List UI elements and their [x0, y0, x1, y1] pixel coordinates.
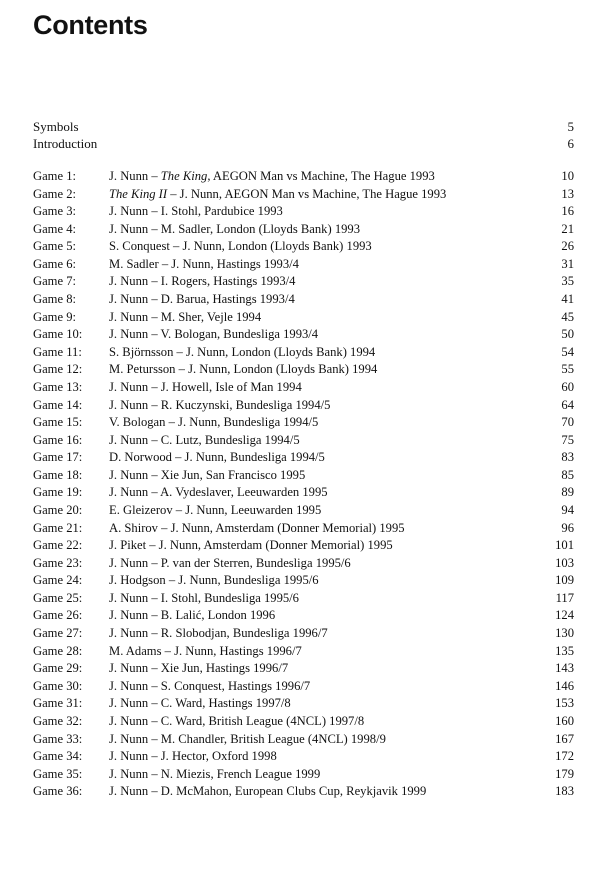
game-number: Game 5: [33, 239, 77, 254]
game-page-number: 109 [555, 573, 574, 588]
game-description [109, 432, 300, 450]
front-matter-list [33, 118, 574, 152]
game-description [109, 625, 328, 643]
game-number: Game 11: [33, 344, 82, 359]
game-description [109, 537, 393, 555]
game-number: Game 9: [33, 309, 77, 324]
toc-entry-game[interactable] [33, 256, 574, 274]
game-description [109, 397, 330, 415]
game-description [109, 695, 291, 713]
game-number: Game 18: [33, 467, 83, 482]
toc-entry-game[interactable] [33, 291, 574, 309]
game-number: Game 16: [33, 432, 83, 447]
game-description [109, 572, 319, 590]
game-description [109, 484, 328, 502]
game-number: Game 27: [33, 626, 83, 641]
game-description-text: A. Shirov – J. Nunn, Amsterdam (Donner Memorial) 1995 [109, 520, 405, 535]
game-number: Game 26: [33, 608, 83, 623]
game-description-text: J. Nunn – J. Hector, Oxford 1998 [109, 749, 277, 764]
game-description-text: D. Norwood – J. Nunn, Bundesliga 1994/5 [109, 450, 325, 465]
toc-entry-game[interactable] [33, 537, 574, 555]
game-description [109, 713, 364, 731]
game-number: Game 30: [33, 678, 83, 693]
game-page-number: 26 [561, 239, 574, 254]
game-description-text: , AEGON Man vs Machine, The Hague 1993 [207, 169, 435, 183]
toc-entry-game[interactable] [33, 555, 574, 573]
game-page-number: 167 [555, 731, 574, 746]
toc-entry-game[interactable] [33, 713, 574, 731]
game-description [109, 414, 318, 432]
game-page-number: 75 [561, 432, 574, 447]
game-number: Game 1: [33, 169, 77, 183]
game-number: Game 14: [33, 397, 83, 412]
game-page-number: 183 [555, 784, 574, 799]
toc-entry-game[interactable] [33, 766, 574, 784]
game-description [109, 783, 426, 801]
game-page-number: 60 [561, 379, 574, 394]
toc-entry-game[interactable] [33, 607, 574, 625]
game-description [109, 168, 435, 186]
game-description-text: J. Nunn – R. Slobodjan, Bundesliga 1996/7 [109, 626, 328, 641]
game-number: Game 8: [33, 292, 77, 307]
toc-entry-game[interactable] [33, 502, 574, 520]
game-page-number: 16 [561, 204, 574, 219]
game-page-number: 45 [561, 309, 574, 324]
game-page-number: 41 [561, 292, 574, 307]
game-description [109, 731, 386, 749]
game-number: Game 3: [33, 204, 77, 219]
game-number: Game 36: [33, 784, 83, 799]
game-page-number: 101 [555, 538, 574, 553]
game-description [109, 520, 405, 538]
game-description [109, 607, 275, 625]
toc-entry-game[interactable] [33, 397, 574, 415]
toc-entry-game[interactable] [33, 326, 574, 344]
toc-entry-game[interactable] [33, 186, 574, 204]
game-page-number: 31 [561, 256, 574, 271]
game-page-number: 146 [555, 678, 574, 693]
toc-entry-game[interactable] [33, 643, 574, 661]
game-description-text: J. Nunn – B. Lalić, London 1996 [109, 608, 276, 623]
game-description-text: J. Nunn – D. Barua, Hastings 1993/4 [109, 292, 295, 307]
game-page-number: 124 [555, 608, 574, 623]
toc-entry-game[interactable] [33, 309, 574, 327]
game-description-text: J. Nunn – M. Sher, Vejle 1994 [109, 309, 262, 324]
game-page-number: 160 [555, 713, 574, 728]
game-number: Game 24: [33, 573, 83, 588]
game-page-number: 172 [555, 749, 574, 764]
game-description [109, 273, 295, 291]
toc-entry-game[interactable] [33, 221, 574, 239]
game-description-text: J. Nunn – J. Howell, Isle of Man 1994 [109, 379, 302, 394]
game-page-number: 153 [555, 696, 574, 711]
game-description [109, 256, 299, 274]
game-description [109, 379, 302, 397]
game-number: Game 23: [33, 555, 83, 570]
game-description-text: J. Nunn – C. Ward, British League (4NCL) 1997/8 [109, 713, 365, 728]
game-description-text: J. Nunn – P. van der Sterren, Bundesliga 1995/6 [109, 555, 351, 570]
game-description [109, 309, 261, 327]
game-description [109, 326, 318, 344]
game-description [109, 555, 351, 573]
game-description-text: J. Nunn – N. Miezis, French League 1999 [109, 766, 321, 781]
game-description-text: S. Björnsson – J. Nunn, London (Lloyds Bank) 1994 [109, 344, 376, 359]
game-number: Game 17: [33, 450, 83, 465]
toc-entry-game[interactable] [33, 238, 574, 256]
game-description [109, 221, 360, 239]
game-description-text: J. Nunn – I. Stohl, Bundesliga 1995/6 [109, 590, 299, 605]
game-number: Game 12: [33, 362, 83, 377]
game-number: Game 22: [33, 538, 83, 553]
game-number: Game 29: [33, 661, 83, 676]
game-description-text: J. Nunn – R. Kuczynski, Bundesliga 1994/5 [109, 397, 331, 412]
game-description [109, 748, 277, 766]
game-description [109, 590, 299, 608]
game-page-number: 54 [561, 344, 574, 359]
game-page-number: 21 [561, 221, 574, 236]
game-number: Game 31: [33, 696, 83, 711]
game-description-text: M. Sadler – J. Nunn, Hastings 1993/4 [109, 256, 299, 271]
game-page-number: 55 [561, 362, 574, 377]
toc-entry-game[interactable] [33, 678, 574, 696]
toc-entry-introduction[interactable] [33, 135, 574, 152]
game-page-number: 179 [555, 766, 574, 781]
toc-entry-game[interactable] [33, 572, 574, 590]
toc-entry-page: 6 [567, 136, 574, 151]
toc-entry-game[interactable] [33, 361, 574, 379]
game-description [109, 291, 295, 309]
toc-entry-game[interactable] [33, 432, 574, 450]
game-description [109, 344, 375, 362]
game-description [109, 502, 321, 520]
toc-entry-game[interactable] [33, 590, 574, 608]
toc-entry-game[interactable] [33, 695, 574, 713]
toc-entry-label: Introduction [33, 136, 98, 151]
page-title: Contents [33, 10, 148, 40]
game-description-text: J. Hodgson – J. Nunn, Bundesliga 1995/6 [109, 573, 319, 588]
toc-entry-symbols[interactable] [33, 118, 574, 135]
toc-entry-game[interactable] [33, 168, 574, 186]
game-page-number: 94 [561, 502, 574, 517]
toc-entry-game[interactable] [33, 414, 574, 432]
game-description-text: J. Nunn – I. Stohl, Pardubice 1993 [109, 204, 283, 219]
toc-entry-game[interactable] [33, 203, 574, 221]
game-page-number: 64 [561, 397, 574, 412]
game-page-number: 135 [555, 643, 574, 658]
game-number: Game 21: [33, 520, 83, 535]
toc-entry-game[interactable] [33, 748, 574, 766]
game-number: Game 32: [33, 713, 83, 728]
game-description-text: S. Conquest – J. Nunn, London (Lloyds Bank) 1993 [109, 239, 372, 254]
game-page-number: 96 [561, 520, 574, 535]
game-page-number: 117 [555, 590, 574, 605]
game-description-text: J. Nunn – I. Rogers, Hastings 1993/4 [109, 274, 296, 289]
toc-entry-game[interactable] [33, 344, 574, 362]
game-page-number: 10 [561, 169, 574, 183]
game-number: Game 6: [33, 256, 77, 271]
game-number: Game 15: [33, 415, 83, 430]
toc-entry-page: 5 [567, 119, 574, 134]
toc-entry-game[interactable] [33, 660, 574, 678]
game-description [109, 238, 372, 256]
game-description [109, 643, 302, 661]
toc-entry-game[interactable] [33, 379, 574, 397]
game-page-number: 70 [561, 415, 574, 430]
toc-entry-game[interactable] [33, 484, 574, 502]
toc-entry-game[interactable] [33, 520, 574, 538]
game-description [109, 186, 446, 204]
game-number: Game 13: [33, 379, 83, 394]
game-number: Game 19: [33, 485, 83, 500]
game-description-text: J. Piket – J. Nunn, Amsterdam (Donner Memorial) 1995 [109, 538, 393, 553]
game-description-text: J. Nunn – M. Chandler, British League (4NCL) 1998/9 [109, 731, 386, 746]
game-number: Game 7: [33, 274, 77, 289]
game-description-text: J. Nunn – A. Vydeslaver, Leeuwarden 1995 [109, 485, 328, 500]
game-page-number: 89 [561, 485, 574, 500]
game-number: Game 4: [33, 221, 77, 236]
toc-entry-label: Symbols [33, 119, 79, 134]
game-description-italic: The King II [109, 186, 168, 201]
game-description-text: J. Nunn – V. Bologan, Bundesliga 1993/4 [109, 327, 319, 342]
game-description-text: M. Petursson – J. Nunn, London (Lloyds Bank) 1994 [109, 362, 378, 377]
games-list [33, 168, 574, 801]
game-description-text: J. Nunn – D. McMahon, European Clubs Cup, Reykjavik 1999 [109, 784, 427, 799]
toc-entry-game[interactable] [33, 467, 574, 485]
game-number: Game 28: [33, 643, 83, 658]
game-number: Game 34: [33, 749, 83, 764]
game-description [109, 203, 283, 221]
game-description [109, 467, 305, 485]
game-page-number: 50 [561, 327, 574, 342]
game-page-number: 143 [555, 661, 574, 676]
game-description [109, 766, 320, 784]
game-number: Game 35: [33, 766, 83, 781]
game-description [109, 361, 377, 379]
game-description-text: – J. Nunn, AEGON Man vs Machine, The Hague 1993 [167, 186, 447, 201]
game-page-number: 130 [555, 626, 574, 641]
game-page-number: 13 [561, 186, 574, 201]
game-description [109, 678, 310, 696]
game-description-text: J. Nunn – Xie Jun, San Francisco 1995 [109, 467, 306, 482]
game-description-text: M. Adams – J. Nunn, Hastings 1996/7 [109, 643, 302, 658]
toc-entry-game[interactable] [33, 625, 574, 643]
toc-entry-game[interactable] [33, 273, 574, 291]
game-page-number: 103 [555, 555, 574, 570]
game-number: Game 20: [33, 502, 83, 517]
game-description-italic: The King [160, 169, 208, 183]
toc-entry-game[interactable] [33, 783, 574, 801]
game-description-text: J. Nunn – C. Lutz, Bundesliga 1994/5 [109, 432, 300, 447]
game-description-text: J. Nunn – [109, 169, 161, 183]
game-page-number: 85 [561, 467, 574, 482]
game-page-number: 83 [561, 450, 574, 465]
game-description-text: J. Nunn – S. Conquest, Hastings 1996/7 [109, 678, 311, 693]
game-description-text: V. Bologan – J. Nunn, Bundesliga 1994/5 [109, 415, 319, 430]
game-description-text: J. Nunn – C. Ward, Hastings 1997/8 [109, 696, 291, 711]
game-description-text: J. Nunn – Xie Jun, Hastings 1996/7 [109, 661, 289, 676]
toc-entry-game[interactable] [33, 731, 574, 749]
game-number: Game 2: [33, 186, 77, 201]
game-page-number: 35 [561, 274, 574, 289]
game-description [109, 660, 288, 678]
game-number: Game 25: [33, 590, 83, 605]
game-description-text: E. Gleizerov – J. Nunn, Leeuwarden 1995 [109, 502, 322, 517]
game-number: Game 10: [33, 327, 83, 342]
toc-entry-game[interactable] [33, 449, 574, 467]
game-number: Game 33: [33, 731, 83, 746]
game-description-text: J. Nunn – M. Sadler, London (Lloyds Bank) 1993 [109, 221, 361, 236]
game-description [109, 449, 325, 467]
